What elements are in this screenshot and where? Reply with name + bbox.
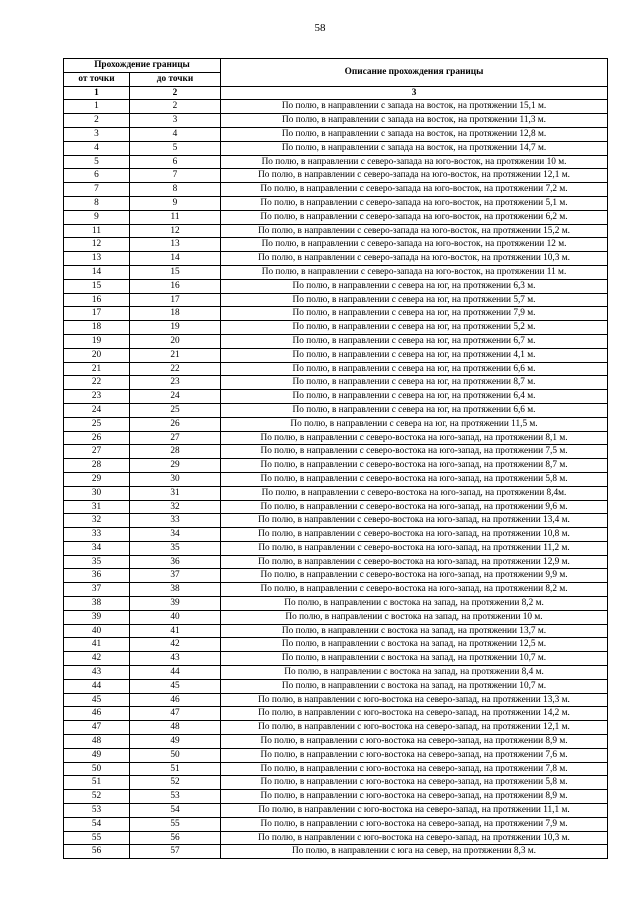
cell-to: 54 xyxy=(130,804,221,818)
table-row xyxy=(64,790,608,804)
table-row xyxy=(64,265,608,279)
table-row xyxy=(64,721,608,735)
cell-description: По полю, в направлении с севера на юг, на протяжении 6,7 м. xyxy=(221,334,608,348)
cell-description: По полю, в направлении с северо-востока на юго-запад, на протяжении 9,9 м. xyxy=(221,569,608,583)
cell-from: 22 xyxy=(64,376,130,390)
cell-description: По полю, в направлении с северо-запада на юго-восток, на протяжении 5,1 м. xyxy=(221,196,608,210)
cell-from: 27 xyxy=(64,445,130,459)
cell-description: По полю, в направлении с востока на запад, на протяжении 10,7 м. xyxy=(221,679,608,693)
header-col-number-2: 2 xyxy=(130,86,221,100)
cell-from: 36 xyxy=(64,569,130,583)
cell-from: 2 xyxy=(64,114,130,128)
cell-to: 12 xyxy=(130,224,221,238)
cell-from: 45 xyxy=(64,693,130,707)
table-row xyxy=(64,279,608,293)
table-row xyxy=(64,514,608,528)
table-row xyxy=(64,196,608,210)
cell-from: 38 xyxy=(64,597,130,611)
cell-to: 52 xyxy=(130,776,221,790)
table-row xyxy=(64,459,608,473)
table-row xyxy=(64,804,608,818)
cell-from: 47 xyxy=(64,721,130,735)
cell-from: 50 xyxy=(64,762,130,776)
cell-from: 8 xyxy=(64,196,130,210)
table-row xyxy=(64,445,608,459)
table-row xyxy=(64,307,608,321)
cell-from: 26 xyxy=(64,431,130,445)
cell-from: 43 xyxy=(64,666,130,680)
cell-description: По полю, в направлении с северо-запада на юго-восток, на протяжении 11 м. xyxy=(221,265,608,279)
table-row xyxy=(64,238,608,252)
cell-to: 25 xyxy=(130,403,221,417)
cell-description: По полю, в направлении с юго-востока на северо-запад, на протяжении 8,9 м. xyxy=(221,790,608,804)
table-row xyxy=(64,707,608,721)
cell-description: По полю, в направлении с северо-востока на юго-запад, на протяжении 8,4м. xyxy=(221,486,608,500)
cell-description: По полю, в направлении с севера на юг, на протяжении 6,4 м. xyxy=(221,390,608,404)
cell-to: 41 xyxy=(130,624,221,638)
cell-to: 50 xyxy=(130,748,221,762)
cell-description: По полю, в направлении с юго-востока на северо-запад, на протяжении 7,6 м. xyxy=(221,748,608,762)
table-row xyxy=(64,486,608,500)
table-row xyxy=(64,390,608,404)
table-row xyxy=(64,348,608,362)
boundary-table xyxy=(63,58,608,859)
cell-description: По полю, в направлении с северо-востока на юго-запад, на протяжении 8,2 м. xyxy=(221,583,608,597)
cell-to: 14 xyxy=(130,252,221,266)
cell-to: 35 xyxy=(130,541,221,555)
header-from: от точки xyxy=(64,72,130,86)
table-row xyxy=(64,638,608,652)
cell-to: 30 xyxy=(130,472,221,486)
cell-to: 2 xyxy=(130,100,221,114)
table-row xyxy=(64,666,608,680)
cell-to: 36 xyxy=(130,555,221,569)
cell-description: По полю, в направлении с севера на юг, на протяжении 8,7 м. xyxy=(221,376,608,390)
cell-from: 29 xyxy=(64,472,130,486)
cell-from: 52 xyxy=(64,790,130,804)
cell-to: 15 xyxy=(130,265,221,279)
cell-from: 40 xyxy=(64,624,130,638)
cell-from: 5 xyxy=(64,155,130,169)
table-row xyxy=(64,735,608,749)
cell-from: 54 xyxy=(64,817,130,831)
table-row xyxy=(64,555,608,569)
table-row xyxy=(64,321,608,335)
table-row xyxy=(64,500,608,514)
cell-to: 51 xyxy=(130,762,221,776)
cell-to: 4 xyxy=(130,127,221,141)
cell-to: 44 xyxy=(130,666,221,680)
cell-description: По полю, в направлении с северо-запада на юго-восток, на протяжении 7,2 м. xyxy=(221,183,608,197)
table-row xyxy=(64,155,608,169)
table-row xyxy=(64,252,608,266)
cell-to: 20 xyxy=(130,334,221,348)
cell-from: 18 xyxy=(64,321,130,335)
cell-description: По полю, в направлении с северо-востока на юго-запад, на протяжении 9,6 м. xyxy=(221,500,608,514)
cell-description: По полю, в направлении с востока на запад, на протяжении 10,7 м. xyxy=(221,652,608,666)
cell-description: По полю, в направлении с юго-востока на северо-запад, на протяжении 10,3 м. xyxy=(221,831,608,845)
cell-from: 15 xyxy=(64,279,130,293)
table-row xyxy=(64,100,608,114)
cell-from: 9 xyxy=(64,210,130,224)
cell-to: 53 xyxy=(130,790,221,804)
table-row xyxy=(64,114,608,128)
cell-description: По полю, в направлении с северо-востока на юго-запад, на протяжении 5,8 м. xyxy=(221,472,608,486)
cell-from: 56 xyxy=(64,845,130,859)
cell-from: 31 xyxy=(64,500,130,514)
cell-description: По полю, в направлении с севера на юг, на протяжении 6,6 м. xyxy=(221,362,608,376)
cell-description: По полю, в направлении с востока на запад, на протяжении 12,5 м. xyxy=(221,638,608,652)
cell-from: 32 xyxy=(64,514,130,528)
cell-from: 23 xyxy=(64,390,130,404)
cell-from: 44 xyxy=(64,679,130,693)
cell-description: По полю, в направлении с запада на восток, на протяжении 15,1 м. xyxy=(221,100,608,114)
cell-description: По полю, в направлении с запада на восток, на протяжении 11,3 м. xyxy=(221,114,608,128)
cell-to: 43 xyxy=(130,652,221,666)
cell-from: 39 xyxy=(64,610,130,624)
table-row xyxy=(64,334,608,348)
cell-to: 5 xyxy=(130,141,221,155)
cell-description: По полю, в направлении с юго-востока на северо-запад, на протяжении 5,8 м. xyxy=(221,776,608,790)
cell-from: 53 xyxy=(64,804,130,818)
cell-to: 45 xyxy=(130,679,221,693)
cell-to: 26 xyxy=(130,417,221,431)
cell-from: 51 xyxy=(64,776,130,790)
cell-from: 7 xyxy=(64,183,130,197)
cell-description: По полю, в направлении с юго-востока на северо-запад, на протяжении 13,3 м. xyxy=(221,693,608,707)
cell-description: По полю, в направлении с севера на юг, на протяжении 5,7 м. xyxy=(221,293,608,307)
cell-from: 6 xyxy=(64,169,130,183)
cell-to: 11 xyxy=(130,210,221,224)
table-row xyxy=(64,376,608,390)
table-row xyxy=(64,417,608,431)
cell-from: 48 xyxy=(64,735,130,749)
table-row xyxy=(64,224,608,238)
cell-from: 11 xyxy=(64,224,130,238)
cell-to: 8 xyxy=(130,183,221,197)
table-row xyxy=(64,541,608,555)
table-row xyxy=(64,748,608,762)
cell-description: По полю, в направлении с юго-востока на северо-запад, на протяжении 14,2 м. xyxy=(221,707,608,721)
cell-to: 56 xyxy=(130,831,221,845)
table-row xyxy=(64,293,608,307)
cell-to: 37 xyxy=(130,569,221,583)
cell-from: 13 xyxy=(64,252,130,266)
cell-to: 38 xyxy=(130,583,221,597)
cell-description: По полю, в направлении с юга на север, на протяжении 8,3 м. xyxy=(221,845,608,859)
table-row xyxy=(64,776,608,790)
table-row xyxy=(64,362,608,376)
cell-description: По полю, в направлении с северо-востока на юго-запад, на протяжении 7,5 м. xyxy=(221,445,608,459)
cell-to: 48 xyxy=(130,721,221,735)
cell-description: По полю, в направлении с северо-запада на юго-восток, на протяжении 12,1 м. xyxy=(221,169,608,183)
cell-from: 42 xyxy=(64,652,130,666)
cell-from: 55 xyxy=(64,831,130,845)
cell-description: По полю, в направлении с северо-запада на юго-восток, на протяжении 10 м. xyxy=(221,155,608,169)
cell-to: 42 xyxy=(130,638,221,652)
cell-to: 22 xyxy=(130,362,221,376)
cell-to: 24 xyxy=(130,390,221,404)
table-row xyxy=(64,528,608,542)
cell-to: 7 xyxy=(130,169,221,183)
cell-to: 40 xyxy=(130,610,221,624)
table-header xyxy=(64,59,608,100)
cell-to: 47 xyxy=(130,707,221,721)
table-row xyxy=(64,610,608,624)
cell-description: По полю, в направлении с востока на запад, на протяжении 8,2 м. xyxy=(221,597,608,611)
cell-description: По полю, в направлении с северо-востока на юго-запад, на протяжении 8,7 м. xyxy=(221,459,608,473)
cell-to: 28 xyxy=(130,445,221,459)
cell-to: 31 xyxy=(130,486,221,500)
cell-from: 12 xyxy=(64,238,130,252)
cell-from: 14 xyxy=(64,265,130,279)
cell-from: 34 xyxy=(64,541,130,555)
cell-to: 18 xyxy=(130,307,221,321)
table-row xyxy=(64,624,608,638)
cell-description: По полю, в направлении с запада на восток, на протяжении 14,7 м. xyxy=(221,141,608,155)
cell-from: 25 xyxy=(64,417,130,431)
table-row xyxy=(64,652,608,666)
table-row xyxy=(64,817,608,831)
header-to: до точки xyxy=(130,72,221,86)
cell-from: 37 xyxy=(64,583,130,597)
table-row xyxy=(64,762,608,776)
cell-to: 6 xyxy=(130,155,221,169)
cell-to: 49 xyxy=(130,735,221,749)
cell-from: 19 xyxy=(64,334,130,348)
cell-description: По полю, в направлении с востока на запад, на протяжении 13,7 м. xyxy=(221,624,608,638)
cell-description: По полю, в направлении с севера на юг, на протяжении 11,5 м. xyxy=(221,417,608,431)
cell-description: По полю, в направлении с юго-востока на северо-запад, на протяжении 7,9 м. xyxy=(221,817,608,831)
cell-description: По полю, в направлении с северо-востока на юго-запад, на протяжении 12,9 м. xyxy=(221,555,608,569)
cell-description: По полю, в направлении с северо-запада на юго-восток, на протяжении 15,2 м. xyxy=(221,224,608,238)
cell-description: По полю, в направлении с северо-востока на юго-запад, на протяжении 10,8 м. xyxy=(221,528,608,542)
table-row xyxy=(64,679,608,693)
table-row xyxy=(64,403,608,417)
cell-from: 16 xyxy=(64,293,130,307)
cell-description: По полю, в направлении с севера на юг, на протяжении 7,9 м. xyxy=(221,307,608,321)
cell-to: 19 xyxy=(130,321,221,335)
table-row xyxy=(64,169,608,183)
table-row xyxy=(64,569,608,583)
table-row xyxy=(64,127,608,141)
cell-from: 17 xyxy=(64,307,130,321)
cell-to: 13 xyxy=(130,238,221,252)
cell-from: 21 xyxy=(64,362,130,376)
cell-description: По полю, в направлении с юго-востока на северо-запад, на протяжении 8,9 м. xyxy=(221,735,608,749)
header-description: Описание прохождения границы xyxy=(221,59,608,87)
cell-description: По полю, в направлении с юго-востока на северо-запад, на протяжении 7,8 м. xyxy=(221,762,608,776)
table-row xyxy=(64,472,608,486)
cell-to: 39 xyxy=(130,597,221,611)
cell-description: По полю, в направлении с востока на запад, на протяжении 8,4 м. xyxy=(221,666,608,680)
cell-description: По полю, в направлении с запада на восток, на протяжении 12,8 м. xyxy=(221,127,608,141)
cell-to: 55 xyxy=(130,817,221,831)
table-row xyxy=(64,831,608,845)
cell-description: По полю, в направлении с юго-востока на северо-запад, на протяжении 12,1 м. xyxy=(221,721,608,735)
cell-description: По полю, в направлении с севера на юг, на протяжении 5,2 м. xyxy=(221,321,608,335)
table-row xyxy=(64,693,608,707)
table-row xyxy=(64,183,608,197)
cell-from: 35 xyxy=(64,555,130,569)
cell-description: По полю, в направлении с северо-запада на юго-восток, на протяжении 6,2 м. xyxy=(221,210,608,224)
cell-to: 32 xyxy=(130,500,221,514)
cell-description: По полю, в направлении с северо-востока на юго-запад, на протяжении 8,1 м. xyxy=(221,431,608,445)
cell-from: 33 xyxy=(64,528,130,542)
cell-description: По полю, в направлении с северо-запада на юго-восток, на протяжении 12 м. xyxy=(221,238,608,252)
header-group: Прохождение границы xyxy=(64,59,221,73)
cell-to: 34 xyxy=(130,528,221,542)
cell-to: 3 xyxy=(130,114,221,128)
table-row xyxy=(64,845,608,859)
cell-from: 20 xyxy=(64,348,130,362)
cell-description: По полю, в направлении с юго-востока на северо-запад, на протяжении 11,1 м. xyxy=(221,804,608,818)
cell-to: 46 xyxy=(130,693,221,707)
cell-from: 3 xyxy=(64,127,130,141)
cell-from: 41 xyxy=(64,638,130,652)
cell-to: 57 xyxy=(130,845,221,859)
cell-from: 28 xyxy=(64,459,130,473)
cell-description: По полю, в направлении с северо-востока на юго-запад, на протяжении 13,4 м. xyxy=(221,514,608,528)
cell-to: 23 xyxy=(130,376,221,390)
cell-from: 4 xyxy=(64,141,130,155)
table-row xyxy=(64,141,608,155)
table-row xyxy=(64,597,608,611)
cell-from: 1 xyxy=(64,100,130,114)
table-row xyxy=(64,583,608,597)
cell-description: По полю, в направлении с севера на юг, на протяжении 4,1 м. xyxy=(221,348,608,362)
table-row xyxy=(64,431,608,445)
header-col-number-1: 1 xyxy=(64,86,130,100)
page-number: 58 xyxy=(314,22,326,34)
cell-description: По полю, в направлении с востока на запад, на протяжении 10 м. xyxy=(221,610,608,624)
cell-to: 21 xyxy=(130,348,221,362)
cell-from: 46 xyxy=(64,707,130,721)
cell-to: 27 xyxy=(130,431,221,445)
cell-to: 29 xyxy=(130,459,221,473)
cell-to: 16 xyxy=(130,279,221,293)
cell-to: 33 xyxy=(130,514,221,528)
cell-description: По полю, в направлении с севера на юг, на протяжении 6,3 м. xyxy=(221,279,608,293)
cell-from: 24 xyxy=(64,403,130,417)
cell-from: 30 xyxy=(64,486,130,500)
cell-description: По полю, в направлении с севера на юг, на протяжении 6,6 м. xyxy=(221,403,608,417)
cell-to: 17 xyxy=(130,293,221,307)
table-body xyxy=(64,100,608,859)
cell-description: По полю, в направлении с северо-востока на юго-запад, на протяжении 11,2 м. xyxy=(221,541,608,555)
header-col-number-3: 3 xyxy=(221,86,608,100)
cell-description: По полю, в направлении с северо-запада на юго-восток, на протяжении 10,3 м. xyxy=(221,252,608,266)
cell-from: 49 xyxy=(64,748,130,762)
cell-to: 9 xyxy=(130,196,221,210)
table-row xyxy=(64,210,608,224)
